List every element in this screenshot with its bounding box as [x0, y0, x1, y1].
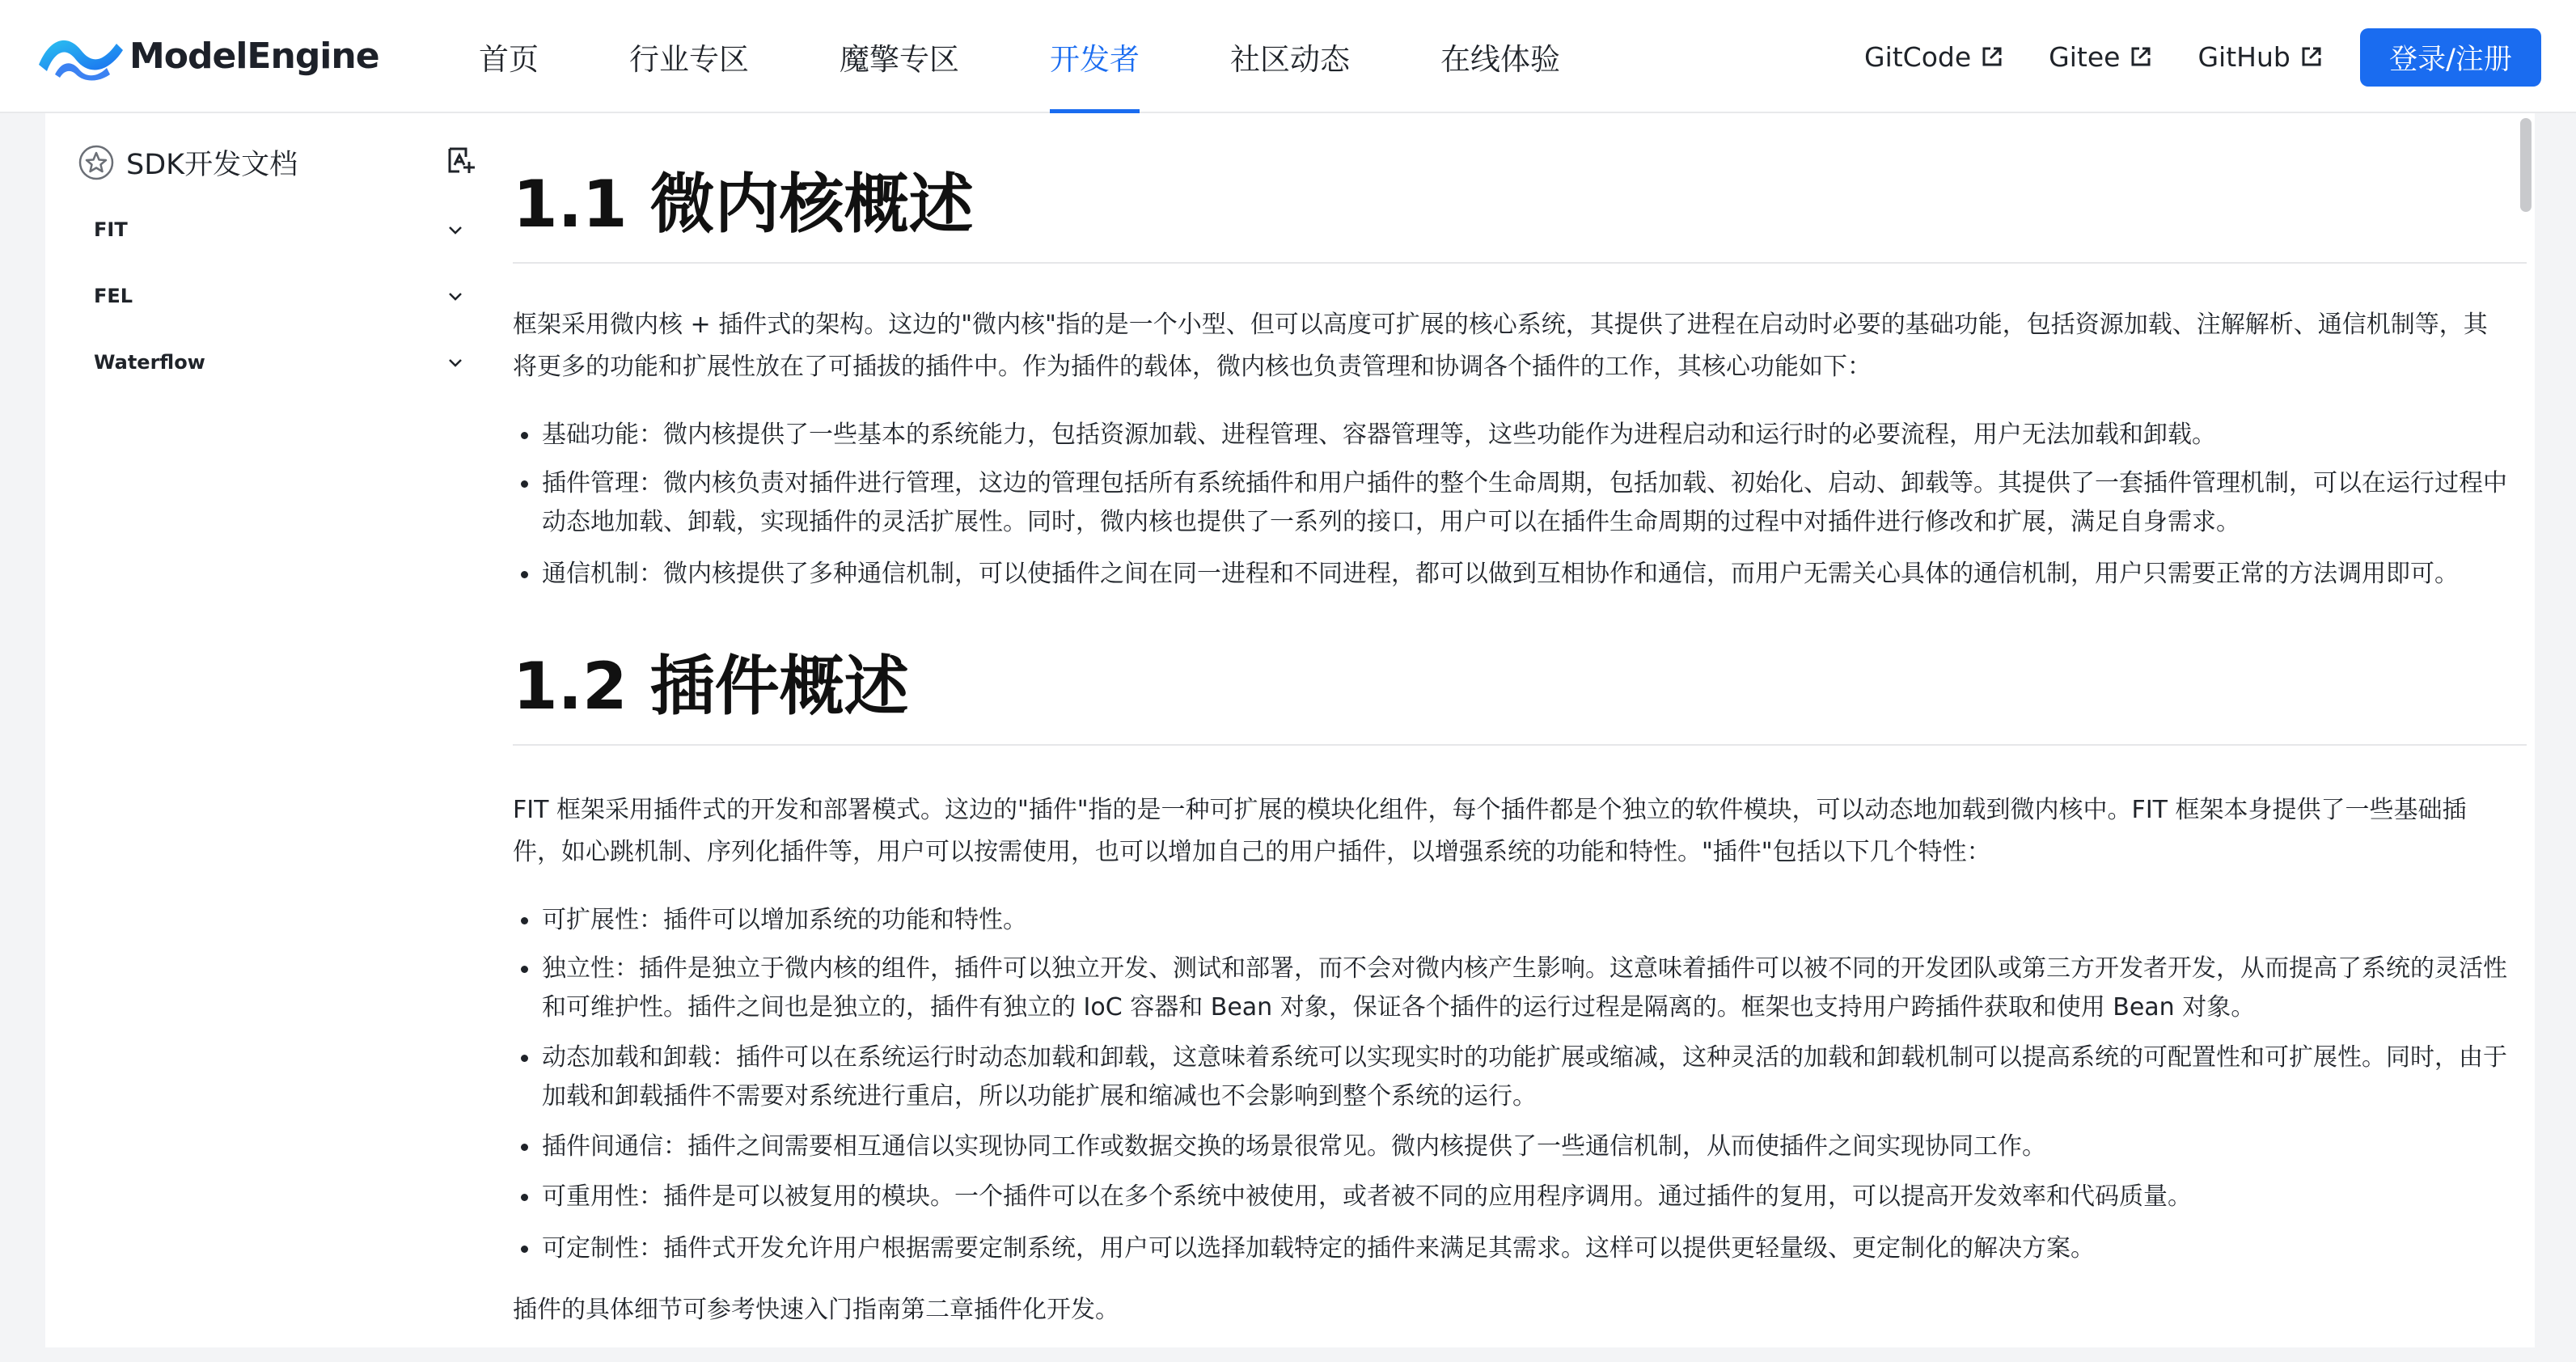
nav-industry[interactable]: 行业专区	[629, 42, 749, 77]
sidebar-item-label: FIT	[94, 218, 128, 241]
github-link[interactable]	[2197, 41, 2324, 73]
heading-divider	[513, 744, 2527, 746]
list-item: 可定制性：插件式开发允许用户根据需要定制系统，用户可以选择加载特定的插件来满足其需求。这样可以提供更轻量级、更定制化的解决方案。	[513, 1229, 2519, 1268]
login-register-button[interactable]: 登录/注册	[2360, 28, 2541, 87]
chevron-down-icon	[445, 352, 466, 373]
section-footer-note: 插件的具体细节可参考快速入门指南第二章插件化开发。	[513, 1296, 1119, 1324]
list-item: 动态加载和卸载：插件可以在系统运行时动态加载和卸载，这意味着系统可以实现实时的功能扩展或缩减，这种灵活的加载和卸载机制可以提高系统的可配置性和可扩展性。同时，由于加载和卸载插件不需要对系统进行重启，所以功能扩展和缩减也不会影响到整个系统的运行。	[513, 1038, 2519, 1116]
nav-developer[interactable]: 开发者	[1050, 0, 1140, 113]
list-item: 独立性：插件是独立于微内核的组件，插件可以独立开发、测试和部署，而不会对微内核产生影响。这意味着插件可以被不同的开发团队或第三方开发者开发，从而提高了系统的灵活性和可维护性。插件之间也是独立的，插件有独立的 IoC 容器和 Bean 对象，保证各个插件的运行过程是隔离的。框架也支持用户跨插件获取和使用 Bean 对象。	[513, 950, 2519, 1027]
github-link-label: GitHub	[2197, 40, 2290, 73]
modelengine-logo-icon	[36, 29, 126, 82]
list-item: 基础功能：微内核提供了一些基本的系统能力，包括资源加载、进程管理、容器管理等，这些功能作为进程启动和运行时的必要流程，用户无法加载和卸载。	[513, 416, 2519, 455]
chevron-down-icon	[445, 219, 466, 240]
sidebar-item-label: Waterflow	[94, 351, 205, 374]
nav-home[interactable]: 首页	[479, 42, 539, 77]
external-link-icon	[2128, 44, 2154, 70]
sidebar	[45, 113, 489, 1347]
external-link-icon	[2299, 44, 2324, 70]
sidebar-title-text: SDK开发文档	[126, 149, 298, 181]
star-icon	[78, 144, 115, 181]
section-heading-plugin: 1.2 插件概述	[513, 649, 909, 724]
nav-online-trial[interactable]: 在线体验	[1440, 42, 1560, 77]
chevron-down-icon	[445, 286, 466, 307]
content-scrollbar[interactable]	[2520, 118, 2532, 1347]
section-heading-microkernel: 1.1 微内核概述	[513, 167, 974, 242]
list-item: 插件间通信：插件之间需要相互通信以实现协同工作或数据交换的场景很常见。微内核提供了一些通信机制，从而使插件之间实现协同工作。	[513, 1127, 2519, 1166]
gitee-link-label: Gitee	[2049, 40, 2121, 73]
list-item: 通信机制：微内核提供了多种通信机制，可以使插件之间在同一进程和不同进程，都可以做到互相协作和通信，而用户无需关心具体的通信机制，用户只需要正常的方法调用即可。	[513, 555, 2519, 594]
sidebar-title	[78, 142, 298, 183]
section-intro: FIT 框架采用插件式的开发和部署模式。这边的"插件"指的是一种可扩展的模块化组件，每个插件都是个独立的软件模块，可以动态地加载到微内核中。FIT 框架本身提供了一些基础插件，如心跳机制、序列化插件等，用户可以按需使用，也可以增加自己的用户插件，以增强系统的功能和特性。"插件"包括以下几个特性：	[513, 796, 2467, 866]
gitcode-link[interactable]	[1864, 41, 2005, 73]
main-nav	[479, 0, 1560, 113]
sidebar-item-waterflow[interactable]	[94, 346, 466, 379]
list-item: 可扩展性：插件可以增加系统的功能和特性。	[513, 901, 2519, 940]
top-header	[0, 0, 2576, 113]
doc-content	[489, 113, 2535, 1347]
list-item: 可重用性：插件是可以被复用的模块。一个插件可以在多个系统中被使用，或者被不同的应用程序调用。通过插件的复用，可以提高开发效率和代码质量。	[513, 1178, 2519, 1216]
nav-community[interactable]: 社区动态	[1230, 42, 1350, 77]
gitcode-link-label: GitCode	[1864, 40, 1972, 73]
new-document-icon[interactable]	[445, 144, 477, 176]
external-links	[1864, 0, 2324, 113]
external-link-icon	[1979, 44, 2005, 70]
gitee-link[interactable]	[2049, 41, 2154, 73]
heading-divider	[513, 262, 2527, 264]
sidebar-item-fit[interactable]	[94, 214, 466, 246]
sidebar-item-label: FEL	[94, 285, 133, 307]
logo-text: ModelEngine	[129, 35, 379, 77]
scrollbar-thumb[interactable]	[2520, 118, 2532, 212]
logo[interactable]	[36, 29, 379, 82]
list-item: 插件管理：微内核负责对插件进行管理，这边的管理包括所有系统插件和用户插件的整个生命周期，包括加载、初始化、启动、卸载等。其提供了一套插件管理机制，可以在运行过程中动态地加载、卸载，实现插件的灵活扩展性。同时，微内核也提供了一系列的接口，用户可以在插件生命周期的过程中对插件进行修改和扩展，满足自身需求。	[513, 464, 2519, 542]
nav-moqing[interactable]: 魔擎专区	[840, 42, 959, 77]
sidebar-item-fel[interactable]	[94, 280, 466, 312]
section-intro: 框架采用微内核 + 插件式的架构。这边的"微内核"指的是一个小型、但可以高度可扩展的核心系统，其提供了进程在启动时必要的基础功能，包括资源加载、注解解析、通信机制等，其将更多的功能和扩展性放在了可插拔的插件中。作为插件的载体，微内核也负责管理和协调各个插件的工作，其核心功能如下：	[513, 311, 2488, 381]
